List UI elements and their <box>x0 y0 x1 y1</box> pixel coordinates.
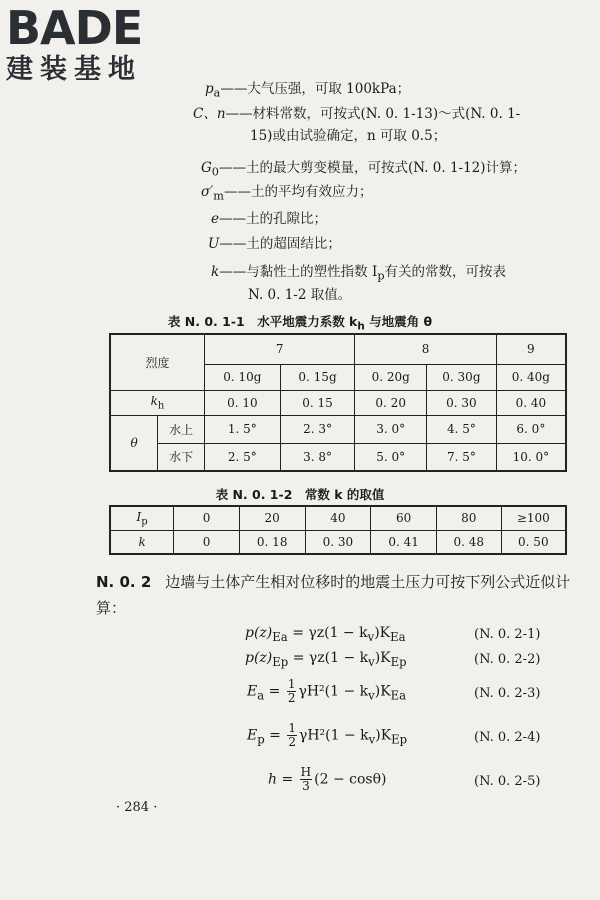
def-k: k——与黏性土的塑性指数 $I_p$有关的常数，可按表 <box>211 264 507 283</box>
def-k-cont: N. 0. 1-2 取值。 <box>248 287 352 303</box>
def-pa: $p_a——$大气压强，可取 100kPa； <box>205 81 411 100</box>
def-e: e——土的孔隙比； <box>211 211 327 227</box>
theta-cell: 3. 8° <box>280 443 355 471</box>
theta-label: θ <box>110 415 158 471</box>
kh-cell: 0. 15 <box>280 390 355 415</box>
accel-cell: 0. 20g <box>355 364 427 390</box>
above-water-label: 水上 <box>158 415 205 443</box>
accel-cell: 0. 40g <box>496 364 566 390</box>
equation-4-number: (N. 0. 2-4) <box>474 730 541 745</box>
ip-cell: 80 <box>436 506 501 530</box>
equation-1: $p(z)_{Ea} = \gamma z(1 - k_v)K_{Ea}$ <box>245 625 406 644</box>
def-c-n: C、n——材料常数，可按式(N. 0. 1-13)～式(N. 0. 1- <box>193 106 521 122</box>
intensity-header: 烈度 <box>110 334 205 390</box>
equation-1-number: (N. 0. 2-1) <box>474 627 541 642</box>
constant-k-table <box>109 505 567 555</box>
equation-3: $E_a$ = $\frac{1}{2}$ $\gamma H^2(1 - k_v)K_{Ea}$ <box>247 677 407 705</box>
fraction: $\frac{1}{2}$ <box>287 677 296 705</box>
k-cell: 0. 30 <box>305 530 371 554</box>
k-label: k <box>110 530 174 554</box>
section-n02 <box>96 569 576 621</box>
kh-cell: 0. 30 <box>427 390 497 415</box>
kh-label: $k_h$ <box>110 390 205 415</box>
equation-5: h = $\frac{H}{3}$ (2 − cosθ) <box>268 765 387 793</box>
section-number: N. 0. 2 <box>96 573 152 591</box>
table2-caption: 表 N. 0. 1-2 常数 k 的取值 <box>215 487 385 502</box>
accel-cell: 0. 10g <box>205 364 281 390</box>
below-water-label: 水下 <box>158 443 205 471</box>
equation-4: $E_p$ = $\frac{1}{2}$ $\gamma H^2(1 - k_v)K_{Ep}$ <box>247 721 408 749</box>
logo-subtitle: 建装基地 <box>6 54 142 85</box>
kh-cell: 0. 10 <box>205 390 281 415</box>
def-g0: $G_0——$土的最大剪变模量，可按式(N. 0. 1-12)计算； <box>201 160 527 179</box>
intensity-8: 8 <box>355 334 496 364</box>
k-cell: 0. 41 <box>371 530 437 554</box>
theta-cell: 10. 0° <box>496 443 566 471</box>
theta-cell: 5. 0° <box>355 443 427 471</box>
ip-cell: 0 <box>174 506 240 530</box>
section-text: 边墙与土体产生相对位移时的地震土压力可按下列公式近似计算： <box>96 573 571 617</box>
theta-cell: 6. 0° <box>496 415 566 443</box>
brand-logo <box>6 1 176 86</box>
def-c-n-cont: 15)或由试验确定，n 可取 0.5； <box>250 128 447 144</box>
seismic-coefficient-table <box>109 333 567 472</box>
logo-word: BADE <box>6 1 143 55</box>
equation-2: $p(z)_{Ep} = \gamma z(1 - k_v)K_{Ep}$ <box>245 650 407 669</box>
accel-cell: 0. 30g <box>427 364 497 390</box>
ip-cell: 20 <box>239 506 305 530</box>
theta-cell: 2. 3° <box>280 415 355 443</box>
theta-cell: 2. 5° <box>205 443 281 471</box>
page-number: · 284 · <box>116 800 158 815</box>
equation-3-number: (N. 0. 2-3) <box>474 686 541 701</box>
ip-cell: 60 <box>371 506 437 530</box>
ip-cell: ≥100 <box>501 506 566 530</box>
def-sigma-m: $\sigma'_m——$土的平均有效应力； <box>201 184 373 203</box>
fraction: $\frac{H}{3}$ <box>300 765 312 793</box>
theta-cell: 4. 5° <box>427 415 497 443</box>
intensity-7: 7 <box>205 334 355 364</box>
theta-cell: 7. 5° <box>427 443 497 471</box>
fraction: $\frac{1}{2}$ <box>288 721 296 749</box>
equation-2-number: (N. 0. 2-2) <box>474 652 541 667</box>
kh-cell: 0. 40 <box>496 390 566 415</box>
k-cell: 0. 48 <box>436 530 501 554</box>
k-cell: 0. 50 <box>501 530 566 554</box>
theta-cell: 1. 5° <box>205 415 281 443</box>
kh-cell: 0. 20 <box>355 390 427 415</box>
def-u: U——土的超固结比； <box>208 236 341 252</box>
k-cell: 0 <box>174 530 240 554</box>
k-cell: 0. 18 <box>239 530 305 554</box>
ip-label: $I_p$ <box>110 506 174 530</box>
equation-5-number: (N. 0. 2-5) <box>474 774 541 789</box>
theta-cell: 3. 0° <box>355 415 427 443</box>
intensity-9: 9 <box>496 334 566 364</box>
table1-caption: 表 N. 0. 1-1 水平地震力系数 $k_h$ 与地震角 θ <box>167 314 433 333</box>
ip-cell: 40 <box>305 506 371 530</box>
accel-cell: 0. 15g <box>280 364 355 390</box>
